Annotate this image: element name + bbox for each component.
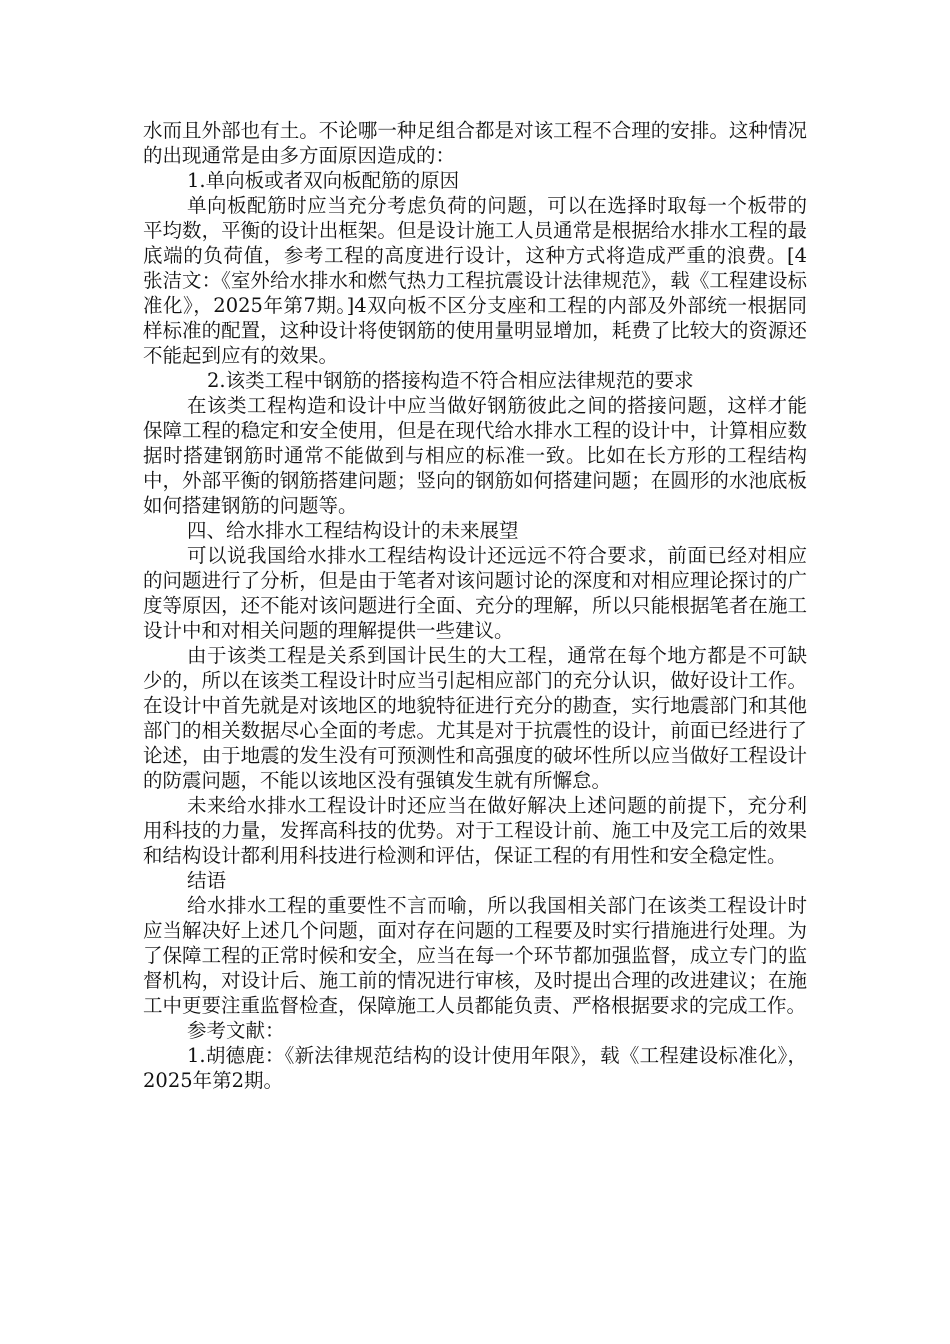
references-heading: 参考文献： [187,1019,285,1042]
section-heading-conclusion: 结语 [187,869,227,892]
subheading-2: 2.该类工程中钢筋的搭接构造不符合相应法律规范的要求 [207,369,694,392]
paragraph-rebar-lap: 在该类工程构造和设计中应当做好钢筋彼此之间的搭接问题，这样才能保障工程的稳定和安全使用，但是在现代给水排水工程的设计中，计算相应数据时搭建钢筋时通常不能做到与相应的标准一致。比如在长方形的工程结构中，外部平衡的钢筋搭建问题；竖向的钢筋如何搭建问题；在圆形的水池底板如何搭建钢筋的问题等。 [143,394,807,517]
paragraph-outlook-2: 由于该类工程是关系到国计民生的大工程，通常在每个地方都是不可缺少的，所以在该类工程设计时应当引起相应部门的充分认识，做好设计工作。在设计中首先就是对该地区的地貌特征进行充分的勘查，实行地震部门和其他部门的相关数据尽心全面的考虑。尤其是对于抗震性的设计，前面已经进行了论述，由于地震的发生没有可预测性和高强度的破坏性所以应当做好工程设计的防震问题，不能以该地区没有强镇发生就有所懈怠。 [143,644,807,792]
paragraph-outlook-1: 可以说我国给水排水工程结构设计还远远不符合要求，前面已经对相应的问题进行了分析，但是由于笔者对该问题讨论的深度和对相应理论探讨的广度等原因，还不能对该问题进行全面、充分的理解，所以只能根据笔者在施工设计中和对相关问题的理解提供一些建议。 [143,544,807,642]
paragraph-outlook-3: 未来给水排水工程设计时还应当在做好解决上述问题的前提下，充分利用科技的力量，发挥高科技的优势。对于工程设计前、施工中及完工后的效果和结构设计都利用科技进行检测和评估，保证工程的有用性和安全稳定性。 [143,794,807,867]
document-page [143,118,807,1093]
subheading-1: 1.单向板或者双向板配筋的原因 [187,169,460,192]
paragraph-conclusion: 给水排水工程的重要性不言而喻，所以我国相关部门在该类工程设计时应当解决好上述几个问题，面对存在问题的工程要及时实行措施进行处理。为了保障工程的正常时候和安全，应当在每一个环节都加强监督，成立专门的监督机构，对设计后、施工前的情况进行审核，及时提出合理的改进建议；在施工中更要注重监督检查，保障施工人员都能负责、严格根据要求的完成工作。 [143,894,807,1017]
paragraph-one-way-slab: 单向板配筋时应当充分考虑负荷的问题，可以在选择时取每一个板带的平均数，平衡的设计出框架。但是设计施工人员通常是根据给水排水工程的最底端的负荷值，参考工程的高度进行设计，这种方式将造成严重的浪费。[4 张洁文：《室外给水排水和燃气热力工程抗震设计法律规范》，载《工程建设标准化》，2025年第7期。]4双向板不区分支座和工程的内部及外部统一根据同样标准的配置，这种设计将使钢筋的使用量明显增加，耗费了比较大的资源还不能起到应有的效果。 [143,194,807,367]
paragraph-continuation: 水而且外部也有土。不论哪一种足组合都是对该工程不合理的安排。这种情况的出现通常是由多方面原因造成的： [143,119,807,167]
reference-item-1: 1.胡德鹿：《新法律规范结构的设计使用年限》，载《工程建设标准化》，2025年第2期。 [143,1044,807,1092]
section-heading-outlook: 四、给水排水工程结构设计的未来展望 [187,519,519,542]
